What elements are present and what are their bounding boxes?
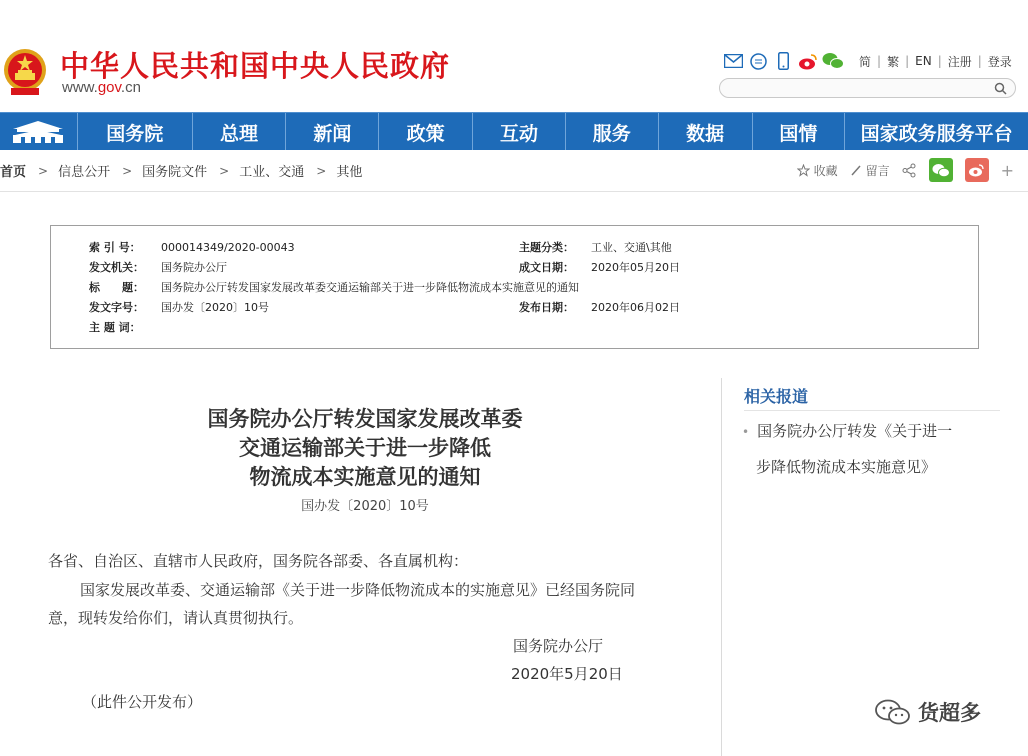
document-salutation: 各省、自治区、直辖市人民政府，国务院各部委、各直属机构： xyxy=(48,552,469,570)
search-input[interactable] xyxy=(730,81,990,99)
info-index-row: 索 引 号： 000014349/2020-00043 xyxy=(89,240,295,254)
mail-icon[interactable] xyxy=(722,51,744,71)
breadcrumb-state-council-docs[interactable]: 国务院文件 xyxy=(142,165,208,180)
document-info-table xyxy=(50,225,979,349)
nav-item-policy[interactable]: 政策 xyxy=(379,113,473,150)
lang-english-link[interactable]: EN xyxy=(915,54,932,68)
divider xyxy=(744,410,1000,411)
wechat-icon xyxy=(874,698,912,726)
nav-item-national-info[interactable]: 国情 xyxy=(753,113,846,150)
breadcrumb-home[interactable]: 首页 xyxy=(0,165,27,180)
document-number: 国办发〔2020〕10号 xyxy=(301,499,429,514)
nav-item-data[interactable]: 数据 xyxy=(659,113,753,150)
national-emblem-icon[interactable] xyxy=(3,46,47,98)
breadcrumb-other[interactable]: 其他 xyxy=(336,165,363,180)
nav-item-service-platform[interactable]: 国家政务服务平台 xyxy=(860,122,1013,145)
wechat-icon xyxy=(929,158,953,182)
related-report-link[interactable]: • 国务院办公厅转发《关于进一 xyxy=(742,422,953,440)
info-written-date-row: 成文日期： 2020年05月20日 xyxy=(519,261,680,274)
document-paragraph: 意，现转发给你们，请认真贯彻执行。 xyxy=(48,609,304,627)
document-paragraph: 国家发展改革委、交通运输部《关于进一步降低物流成本的实施意见》已经国务院同 xyxy=(80,581,636,599)
chevron-right-icon: > xyxy=(38,163,49,178)
login-link[interactable]: 登录 xyxy=(987,54,1012,69)
nav-home[interactable] xyxy=(0,113,78,150)
document-title: 国务院办公厅转发国家发展改革委 交通运输部关于进一步降低 物流成本实施意见的通知 xyxy=(207,406,523,489)
search-icon[interactable] xyxy=(994,82,1007,95)
nav-item-interaction[interactable]: 互动 xyxy=(473,113,566,150)
info-topic-row: 主题分类： 工业、交通\其他 xyxy=(519,241,672,254)
chevron-right-icon: > xyxy=(219,163,230,178)
document-signer: 国务院办公厅 xyxy=(513,637,604,655)
breadcrumb xyxy=(0,150,1028,192)
header-links: 简 | 繁 | EN | 注册 | 登录 xyxy=(853,53,1018,70)
favorite-button[interactable]: 收藏 xyxy=(797,162,838,179)
document-date: 2020年5月20日 xyxy=(511,665,623,683)
lang-traditional-link[interactable]: 繁 xyxy=(887,54,900,69)
info-title-row: 标 题： 国务院办公厅转发国家发展改革委交通运输部关于进一步降低物流成本实施意见的通知 xyxy=(89,281,579,294)
header-tools xyxy=(722,50,1018,72)
document-note: （此件公开发布） xyxy=(82,693,203,711)
lang-simplified-link[interactable]: 简 xyxy=(859,54,872,69)
wechat-icon[interactable] xyxy=(822,51,844,71)
site-header xyxy=(0,0,1028,112)
nav-item-state-council[interactable]: 国务院 xyxy=(78,113,193,150)
breadcrumb-info-disclosure[interactable]: 信息公开 xyxy=(58,165,111,180)
weibo-icon[interactable] xyxy=(797,51,819,71)
nav-item-news[interactable]: 新闻 xyxy=(286,113,379,150)
star-icon xyxy=(797,164,810,177)
nav-item-premier[interactable]: 总理 xyxy=(193,113,287,150)
breadcrumb-industry-transport[interactable]: 工业、交通 xyxy=(239,165,305,180)
related-report-link-continued[interactable]: 步降低物流成本实施意见》 xyxy=(756,458,937,476)
message-icon[interactable] xyxy=(747,51,769,71)
page-tools xyxy=(785,158,1014,182)
comment-button[interactable]: 留言 xyxy=(850,162,890,179)
main-nav xyxy=(0,112,1028,150)
site-title[interactable]: 中华人民共和国中央人民政府 xyxy=(60,49,451,83)
nav-item-services[interactable]: 服务 xyxy=(566,113,659,150)
related-reports-heading: 相关报道 xyxy=(744,387,809,406)
site-url: www.gov.cn xyxy=(62,79,141,96)
weibo-share-button[interactable] xyxy=(965,158,989,182)
wechat-share-button[interactable] xyxy=(929,158,953,182)
register-link[interactable]: 注册 xyxy=(947,54,972,69)
search-box xyxy=(719,78,1016,98)
tiananmen-icon xyxy=(9,119,67,145)
weibo-icon xyxy=(965,158,989,182)
pencil-icon xyxy=(850,164,862,177)
share-button[interactable] xyxy=(902,163,917,178)
wechat-watermark: 货超多 xyxy=(874,697,981,727)
info-issuer-row: 发文机关： 国务院办公厅 xyxy=(89,261,227,274)
info-keywords-row: 主 题 词： xyxy=(89,321,141,334)
share-icon xyxy=(902,163,917,178)
info-docno-row: 发文字号： 国办发〔2020〕10号 xyxy=(89,301,269,314)
mobile-icon[interactable] xyxy=(772,51,794,71)
bullet-icon: • xyxy=(742,425,750,439)
info-published-date-row: 发布日期： 2020年06月02日 xyxy=(519,301,680,314)
chevron-right-icon: > xyxy=(122,163,133,178)
more-button[interactable]: + xyxy=(1000,160,1014,180)
chevron-right-icon: > xyxy=(316,163,327,178)
